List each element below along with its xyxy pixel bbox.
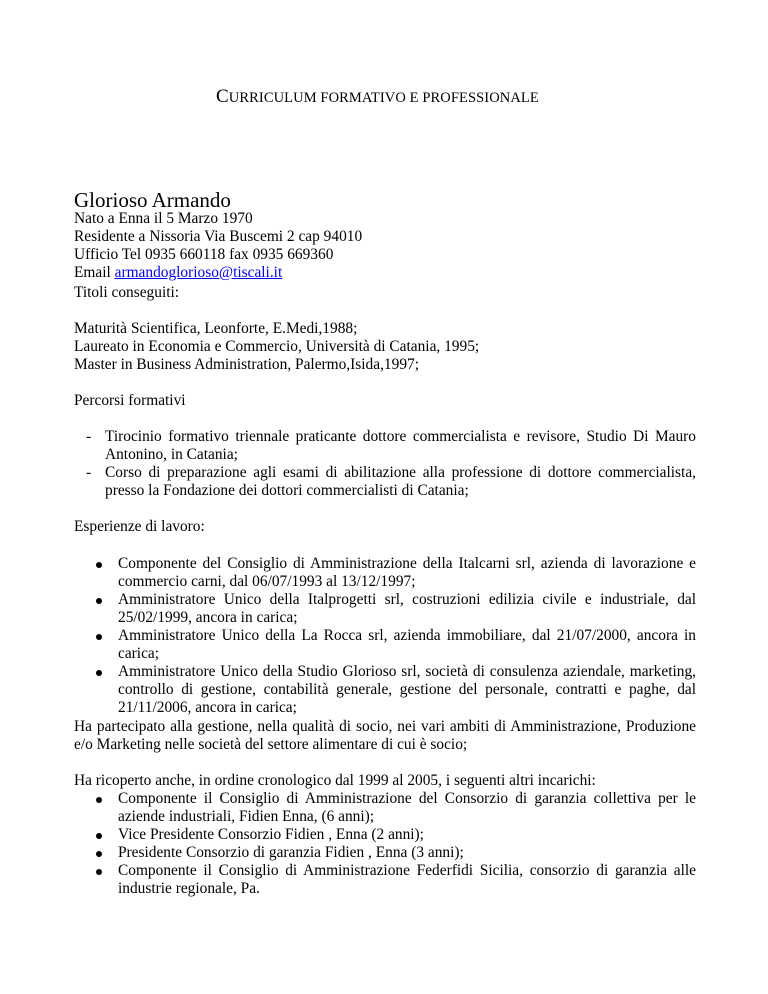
esperienze-item-text: Amministratore Unico della La Rocca srl, azienda immobiliare, dal 21/07/2000, ancora in carica;: [118, 627, 696, 662]
incarichi-item-text: Componente il Consiglio di Amministrazione del Consorzio di garanzia collettiva per le aziende industriali, Fidien Enna, (6 anni);: [118, 790, 696, 825]
incarichi-item: [74, 862, 696, 898]
percorsi-item-text: Tirocinio formativo triennale praticante dottore commercialista e revisore, Studio Di Mauro Antonino, in Catania;: [105, 428, 696, 463]
esperienze-item: [74, 591, 696, 627]
percorsi-item-text: Corso di preparazione agli esami di abilitazione alla professione di dottore commercialista, presso la Fondazione dei dottori commercialisti di Catania;: [105, 464, 696, 499]
percorsi-list: [74, 428, 696, 500]
esperienze-item-text: Componente del Consiglio di Amministrazione della Italcarni srl, azienda di lavorazione e commercio carni, dal 06/07/1993 al 13/12/1997;: [118, 555, 696, 590]
percorsi-item: [74, 464, 696, 500]
esperienze-list: [74, 555, 696, 717]
email-link[interactable]: armandoglorioso@tiscali.it: [114, 264, 283, 281]
bullet-icon: [96, 562, 102, 568]
title-initial: C: [216, 86, 229, 107]
esperienze-heading: Esperienze di lavoro:: [74, 518, 205, 535]
incarichi-heading: Ha ricoperto anche, in ordine cronologico dal 1999 al 2005, i seguenti altri incarichi:: [74, 772, 596, 789]
bullet-icon: [96, 833, 102, 839]
bullet-icon: [96, 670, 102, 676]
bullet-icon: [96, 598, 102, 604]
incarichi-item: [74, 826, 696, 844]
document-title: [216, 88, 539, 107]
incarichi-item-text: Vice Presidente Consorzio Fidien , Enna (2 anni);: [118, 826, 424, 843]
email-label: Email: [74, 264, 115, 281]
incarichi-item: [74, 844, 696, 862]
esperienze-item: [74, 555, 696, 591]
email-line: [74, 264, 362, 282]
percorsi-heading: Percorsi formativi: [74, 392, 186, 409]
residence-info: Residente a Nissoria Via Buscemi 2 cap 94010: [74, 228, 363, 245]
esperienze-item-text: Amministratore Unico della Italprogetti srl, costruzioni edilizia civile e industriale, dal 25/02/1999, ancora in carica;: [118, 591, 696, 626]
titoli-heading: Titoli conseguiti:: [74, 284, 180, 301]
titoli-item: Maturità Scientifica, Leonforte, E.Medi,1988;: [74, 320, 358, 337]
bullet-icon: [96, 634, 102, 640]
incarichi-list: [74, 790, 696, 898]
esperienze-item: [74, 663, 696, 717]
dash-marker: -: [86, 428, 92, 445]
dash-marker: -: [86, 464, 92, 481]
esperienze-item-text: Amministratore Unico della Studio Glorioso srl, società di consulenza aziendale, marketing, controllo di gestione, contabilità generale, gestione del personale, contratti e paghe, dal 21/11/2006, ancora in carica;: [118, 663, 696, 716]
esperienze-item: [74, 627, 696, 663]
contact-block: [74, 210, 362, 282]
incarichi-item-text: Componente il Consiglio di Amministrazione Federfidi Sicilia, consorzio di garanzia alle industrie regionale, Pa.: [118, 862, 696, 897]
bullet-icon: [96, 851, 102, 857]
bullet-icon: [96, 797, 102, 803]
incarichi-item: [74, 790, 696, 826]
person-name: Glorioso Armando: [74, 188, 231, 212]
title-rest: URRICULUM FORMATIVO E PROFESSIONALE: [228, 90, 539, 106]
titoli-item: Master in Business Administration, Palermo,Isida,1997;: [74, 356, 419, 373]
birth-info: Nato a Enna il 5 Marzo 1970: [74, 210, 253, 227]
office-info: Ufficio Tel 0935 660118 fax 0935 669360: [74, 246, 334, 263]
bullet-icon: [96, 869, 102, 875]
incarichi-item-text: Presidente Consorzio di garanzia Fidien , Enna (3 anni);: [118, 844, 464, 861]
titoli-item: Laureato in Economia e Commercio, Università di Catania, 1995;: [74, 338, 480, 355]
partecipato-paragraph: Ha partecipato alla gestione, nella qualità di socio, nei vari ambiti di Amministrazione, Produzione e/o Marketing nelle società del settore alimentare di cui è socio;: [74, 718, 696, 753]
percorsi-item: [74, 428, 696, 464]
titoli-list: [74, 320, 696, 374]
